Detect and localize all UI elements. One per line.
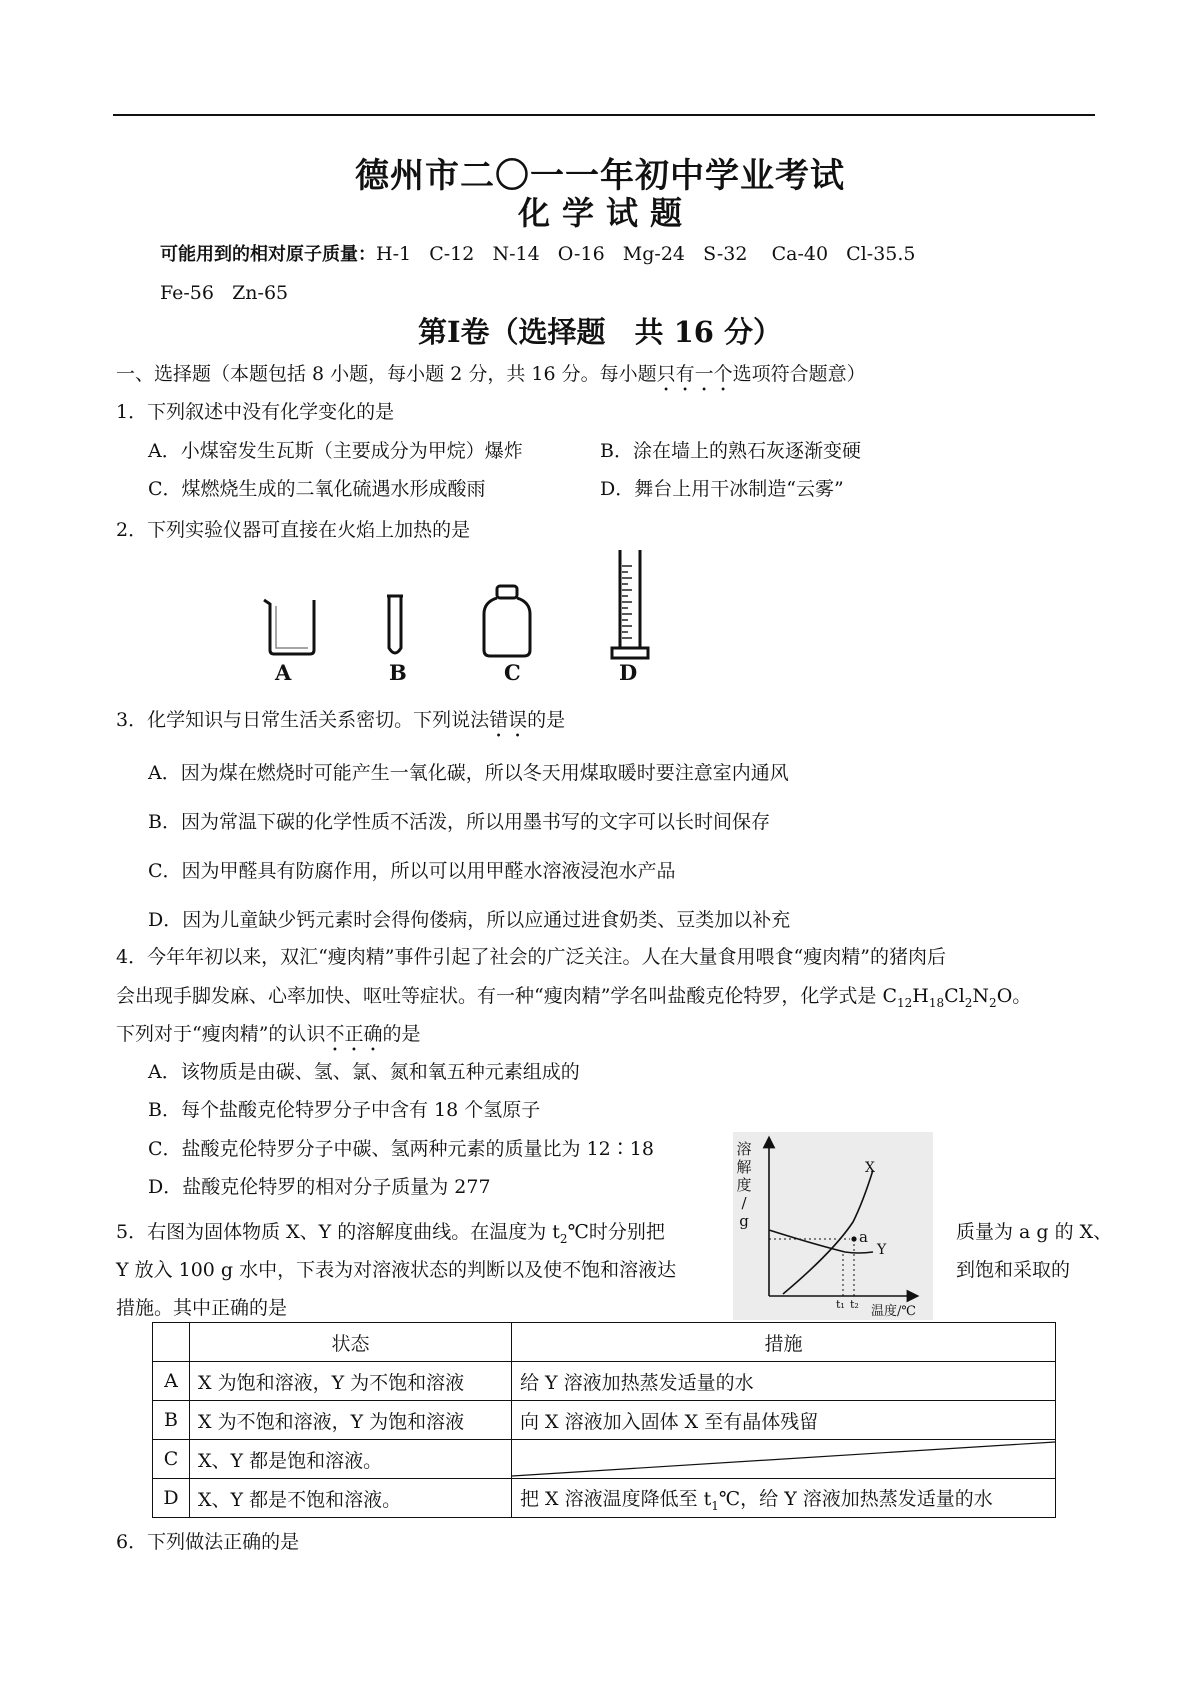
crossed-out-cell xyxy=(512,1440,1056,1479)
apparatus-label-d: D xyxy=(619,660,638,685)
point-a-label: a xyxy=(859,1228,868,1246)
apparatus-label-b: B xyxy=(389,660,407,685)
atomic-mass-line-2: Fe-56 Zn-65 xyxy=(160,282,289,304)
curve-x-label: X xyxy=(865,1160,875,1176)
q4-line-2: 会出现手脚发麻、心率加快、呕吐等症状。有一种“瘦肉精”学名叫盐酸克伦特罗，化学式是 $C_{12}H_{18}Cl_2N_2O$。 xyxy=(116,985,1032,1010)
t2-label: t₂ xyxy=(850,1298,859,1311)
test-tube-icon xyxy=(384,594,406,658)
q4-line-3: 下列对于“瘦肉精”的认识不正确的是 xyxy=(116,1023,421,1045)
q5-line-3: 措施。其中正确的是 xyxy=(116,1297,288,1319)
q5-line-1-right: 质量为 a g 的 X、 xyxy=(956,1221,1113,1243)
reagent-bottle-icon xyxy=(482,584,532,658)
beaker-icon xyxy=(262,596,320,656)
q3-option-c: C．因为甲醛具有防腐作用，所以可以用甲醛水溶液浸泡水产品 xyxy=(148,860,676,882)
q4-option-d: D．盐酸克伦特罗的相对分子质量为 277 xyxy=(148,1176,491,1198)
apparatus-label-a: A xyxy=(275,660,292,685)
table-row: A X 为饱和溶液，Y 为不饱和溶液 给 Y 溶液加热蒸发适量的水 xyxy=(153,1362,1056,1401)
d-measure: 把 X 溶液温度降低至 $t_1℃$，给 Y 溶液加热蒸发适量的水 xyxy=(512,1479,1056,1518)
q5-line-2: Y 放入 100 g 水中，下表为对溶液状态的判断以及使不饱和溶液达 xyxy=(116,1259,677,1281)
q3-option-a: A．因为煤在燃烧时可能产生一氧化碳，所以冬天用煤取暖时要注意室内通风 xyxy=(148,762,789,784)
subject-title: 化 学 试 题 xyxy=(517,194,683,232)
table-row: C X、Y 都是饱和溶液。 xyxy=(153,1440,1056,1479)
section-title: 第Ⅰ卷（选择题 共 16 分） xyxy=(417,315,783,349)
t1-label: t₁ xyxy=(836,1298,845,1311)
section-instruction: 一、选择题（本题包括 8 小题，每小题 2 分，共 16 分。每小题只有一个选项符合题意） xyxy=(116,363,866,385)
solubility-graph xyxy=(733,1132,933,1320)
q1-option-c: C．煤燃烧生成的二氧化硫遇水形成酸雨 xyxy=(148,478,486,500)
q4-option-b: B．每个盐酸克伦特罗分子中含有 18 个氢原子 xyxy=(148,1099,541,1121)
header-rule xyxy=(113,114,1095,116)
q3-stem: 3．化学知识与日常生活关系密切。下列说法错误的是 xyxy=(116,709,566,731)
table-row: D X、Y 都是不饱和溶液。 把 X 溶液温度降低至 $t_1℃$，给 Y 溶液加热蒸发适量的水 xyxy=(153,1479,1056,1518)
q4-line-1: 4．今年年初以来，双汇“瘦肉精”事件引起了社会的广泛关注。人在大量食用喂食“瘦肉精”的猪肉后 xyxy=(116,946,946,968)
q3-option-d: D．因为儿童缺少钙元素时会得佝偻病，所以应通过进食奶类、豆类加以补充 xyxy=(148,909,791,931)
curve-y-label: Y xyxy=(877,1242,887,1258)
table-row: B X 为不饱和溶液，Y 为饱和溶液 向 X 溶液加入固体 X 至有晶体残留 xyxy=(153,1401,1056,1440)
q3-option-b: B．因为常温下碳的化学性质不活泼，所以用墨书写的文字可以长时间保存 xyxy=(148,811,770,833)
exam-title: 德州市二〇一一年初中学业考试 xyxy=(355,156,845,196)
apparatus-label-c: C xyxy=(504,660,521,685)
graph-ylabel: 溶 解 度 / g xyxy=(736,1140,752,1230)
q1-option-d: D．舞台上用干冰制造“云雾” xyxy=(600,478,844,500)
q4-option-a: A．该物质是由碳、氢、氯、氮和氧五种元素组成的 xyxy=(148,1061,580,1083)
q5-table xyxy=(152,1322,1056,1518)
q1-option-a: A．小煤窑发生瓦斯（主要成分为甲烷）爆炸 xyxy=(148,440,523,462)
q6-stem: 6．下列做法正确的是 xyxy=(116,1531,300,1553)
graduated-cylinder-icon xyxy=(610,548,650,660)
q5-line-2-right: 到饱和采取的 xyxy=(956,1259,1071,1281)
curve-y xyxy=(769,1230,873,1253)
q1-option-b: B．涂在墙上的熟石灰逐渐变硬 xyxy=(600,440,861,462)
point-a xyxy=(851,1236,856,1241)
q4-option-c: C．盐酸克伦特罗分子中碳、氢两种元素的质量比为 12∶18 xyxy=(148,1138,654,1160)
q1-stem: 1．下列叙述中没有化学变化的是 xyxy=(116,401,395,423)
graph-xlabel: 温度/℃ xyxy=(871,1304,916,1319)
table-header-row: 状态 措施 xyxy=(153,1323,1056,1362)
q2-stem: 2．下列实验仪器可直接在火焰上加热的是 xyxy=(116,519,471,541)
q5-line-1: 5．右图为固体物质 X、Y 的溶解度曲线。在温度为 $t_2℃$时分别把 xyxy=(116,1221,665,1246)
atomic-mass-line-1: 可能用到的相对原子质量：H-1 C-12 N-14 O-16 Mg-24 S-32 Ca-40 Cl-35.5 xyxy=(160,243,916,265)
